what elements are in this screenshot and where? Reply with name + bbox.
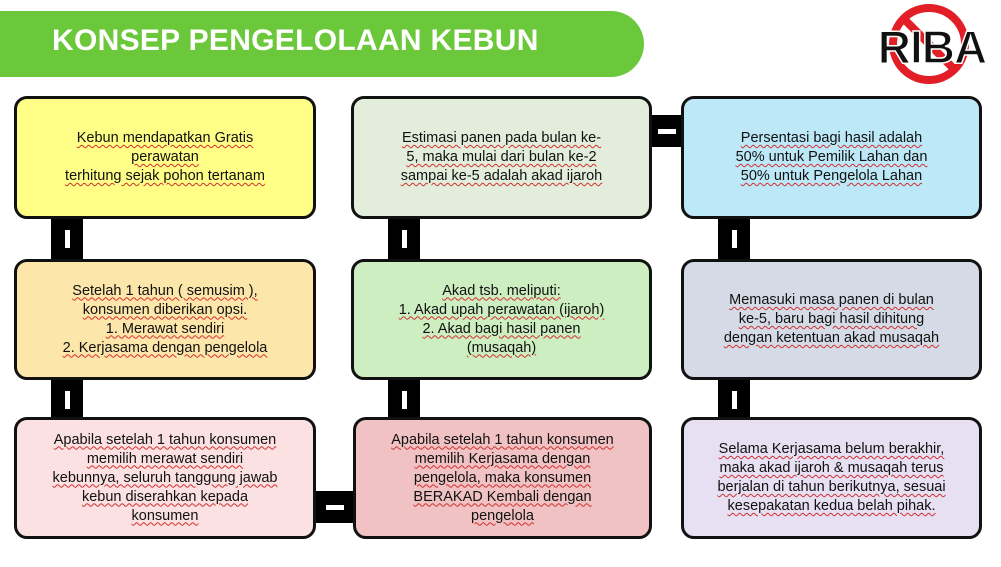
box-estimasi-panen-text: Estimasi panen pada bulan ke- 5, maka mulai dari bulan ke-2 sampai ke-5 adalah akad ijaroh bbox=[400, 130, 603, 184]
box-persentasi-bagi-hasil bbox=[681, 96, 982, 219]
box-masa-panen-text: Memasuki masa panen di bulan ke-5, baru bagi hasil dihitung dengan ketentuan akad musaqah bbox=[723, 292, 940, 346]
logo-text: RIBA bbox=[877, 21, 987, 73]
box-selama-kerjasama bbox=[681, 417, 982, 539]
connector-col3-b bbox=[718, 380, 750, 420]
connector-col2-a bbox=[388, 219, 420, 259]
title-banner bbox=[0, 11, 644, 77]
box-masa-panen bbox=[681, 259, 982, 380]
box-gratis-perawatan-text: Kebun mendapatkan Gratis perawatan terhitung sejak pohon tertanam bbox=[65, 130, 265, 184]
box-akad-meliputi-text: Akad tsb. meliputi: 1. Akad upah perawatan (ijaroh) 2. Akad bagi hasil panen (musaqah) bbox=[398, 282, 605, 356]
connector-col3-a bbox=[718, 219, 750, 259]
connector-bottom-left bbox=[316, 491, 354, 523]
connector-col1-a bbox=[51, 219, 83, 259]
box-setelah-1-tahun bbox=[14, 259, 316, 380]
box-akad-meliputi bbox=[351, 259, 652, 380]
box-kerjasama-pengelola-text: Apabila setelah 1 tahun konsumen memilih Kerjasama dengan pengelola, maka konsumen BERAKAD Kembali dengan pengelola bbox=[391, 431, 614, 524]
connector-top-right bbox=[652, 115, 682, 147]
page-title: KONSEP PENGELOLAAN KEBUN bbox=[52, 24, 539, 57]
box-selama-kerjasama-text: Selama Kerjasama belum berakhir, maka akad ijaroh & musaqah terus berjalan di tahun berikutnya, sesuai kesepakatan kedua belah pihak. bbox=[717, 441, 946, 514]
box-merawat-sendiri-text: Apabila setelah 1 tahun konsumen memilih merawat sendiri kebunnya, seluruh tanggung jawab kebun diserahkan kepada konsumen bbox=[52, 431, 278, 524]
box-persentasi-bagi-hasil-text: Persentasi bagi hasil adalah 50% untuk Pemilik Lahan dan 50% untuk Pengelola Lahan bbox=[735, 130, 928, 184]
box-setelah-1-tahun-text: Setelah 1 tahun ( semusim ), konsumen diberikan opsi. 1. Merawat sendiri 2. Kerjasama dengan pengelola bbox=[62, 282, 268, 356]
box-kerjasama-pengelola bbox=[353, 417, 652, 539]
box-estimasi-panen bbox=[351, 96, 652, 219]
riba-logo bbox=[868, 2, 996, 86]
box-gratis-perawatan bbox=[14, 96, 316, 219]
connector-col1-b bbox=[51, 380, 83, 420]
box-merawat-sendiri bbox=[14, 417, 316, 539]
connector-col2-b bbox=[388, 380, 420, 420]
